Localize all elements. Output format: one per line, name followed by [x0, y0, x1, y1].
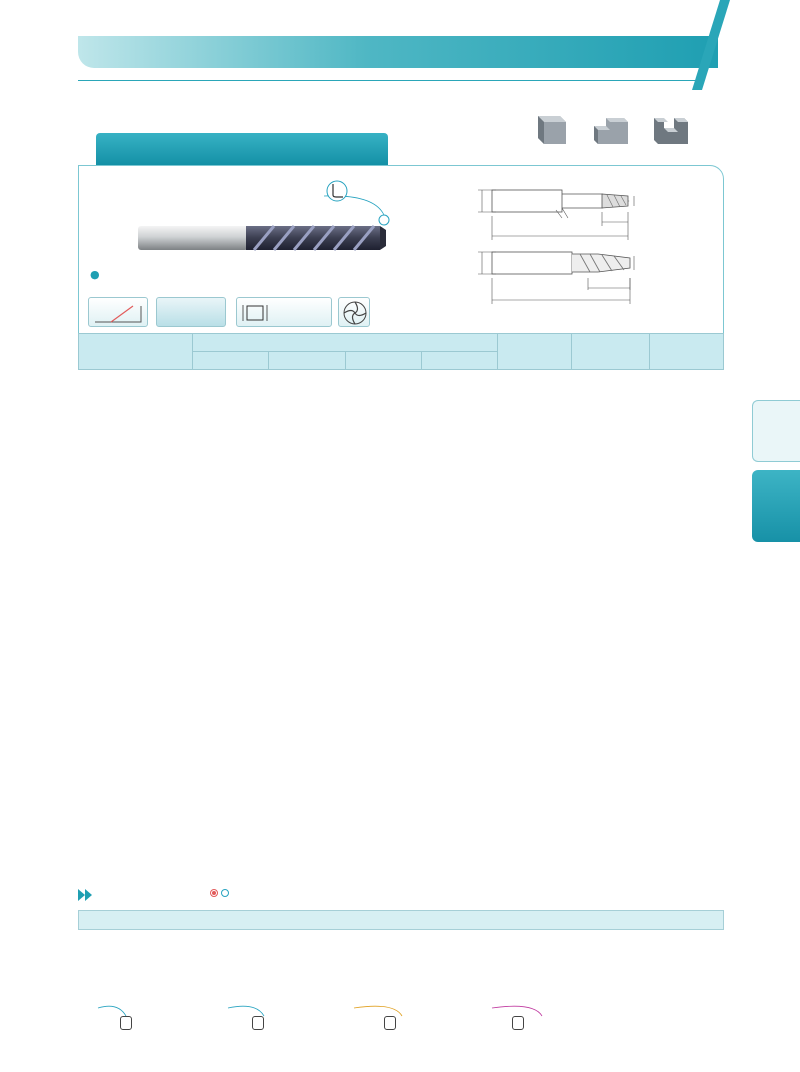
flute-count-badge: [338, 297, 370, 327]
bullet-icon: ●: [90, 268, 100, 281]
header-category: [620, 36, 692, 68]
good-symbol-icon: [221, 889, 229, 897]
material-table: [78, 910, 724, 930]
side-tab-solid-carbide-end-mills[interactable]: [752, 470, 800, 542]
machining-type-slot: [650, 110, 690, 152]
double-arrow-icon: [78, 888, 94, 902]
very-good-symbol-icon: [210, 889, 218, 897]
side-milling-icon: [530, 110, 570, 146]
coating-badge: [156, 297, 226, 327]
col-header-code: [79, 334, 193, 370]
header-slash-decoration: [690, 0, 730, 90]
machining-type-side: [530, 110, 570, 152]
spec-table: [78, 333, 724, 370]
product-section-title: [96, 133, 388, 165]
col-header-apmx: [345, 352, 421, 370]
col-header-basic-dims: [193, 334, 498, 352]
helix-angle-icon: [91, 300, 147, 326]
four-flute-icon: [342, 300, 368, 326]
col-header-dcon: [269, 352, 345, 370]
end-mill-image: [134, 186, 394, 256]
side-tab-indexable-milling[interactable]: [752, 400, 800, 462]
col-header-shape: [572, 334, 650, 370]
diameter-tolerance-icon: [241, 303, 269, 323]
header-divider: [78, 80, 698, 81]
col-header-teeth: [498, 334, 572, 370]
feature-text: [90, 268, 100, 281]
corner-detail-icon: [326, 180, 348, 202]
material-legend: [210, 889, 229, 900]
col-header-stock: [650, 334, 724, 370]
slot-milling-icon: [650, 110, 690, 146]
step-milling-icon: [590, 110, 630, 146]
dimension-drawings: [462, 182, 724, 306]
material-group-header: [79, 911, 724, 930]
reference-arrows: [78, 1000, 618, 1020]
tolerance-badge: [236, 297, 332, 327]
helix-angle-badge: [88, 297, 148, 327]
col-header-oal: [421, 352, 497, 370]
col-header-dc: [193, 352, 269, 370]
machining-type-step: [590, 110, 630, 152]
